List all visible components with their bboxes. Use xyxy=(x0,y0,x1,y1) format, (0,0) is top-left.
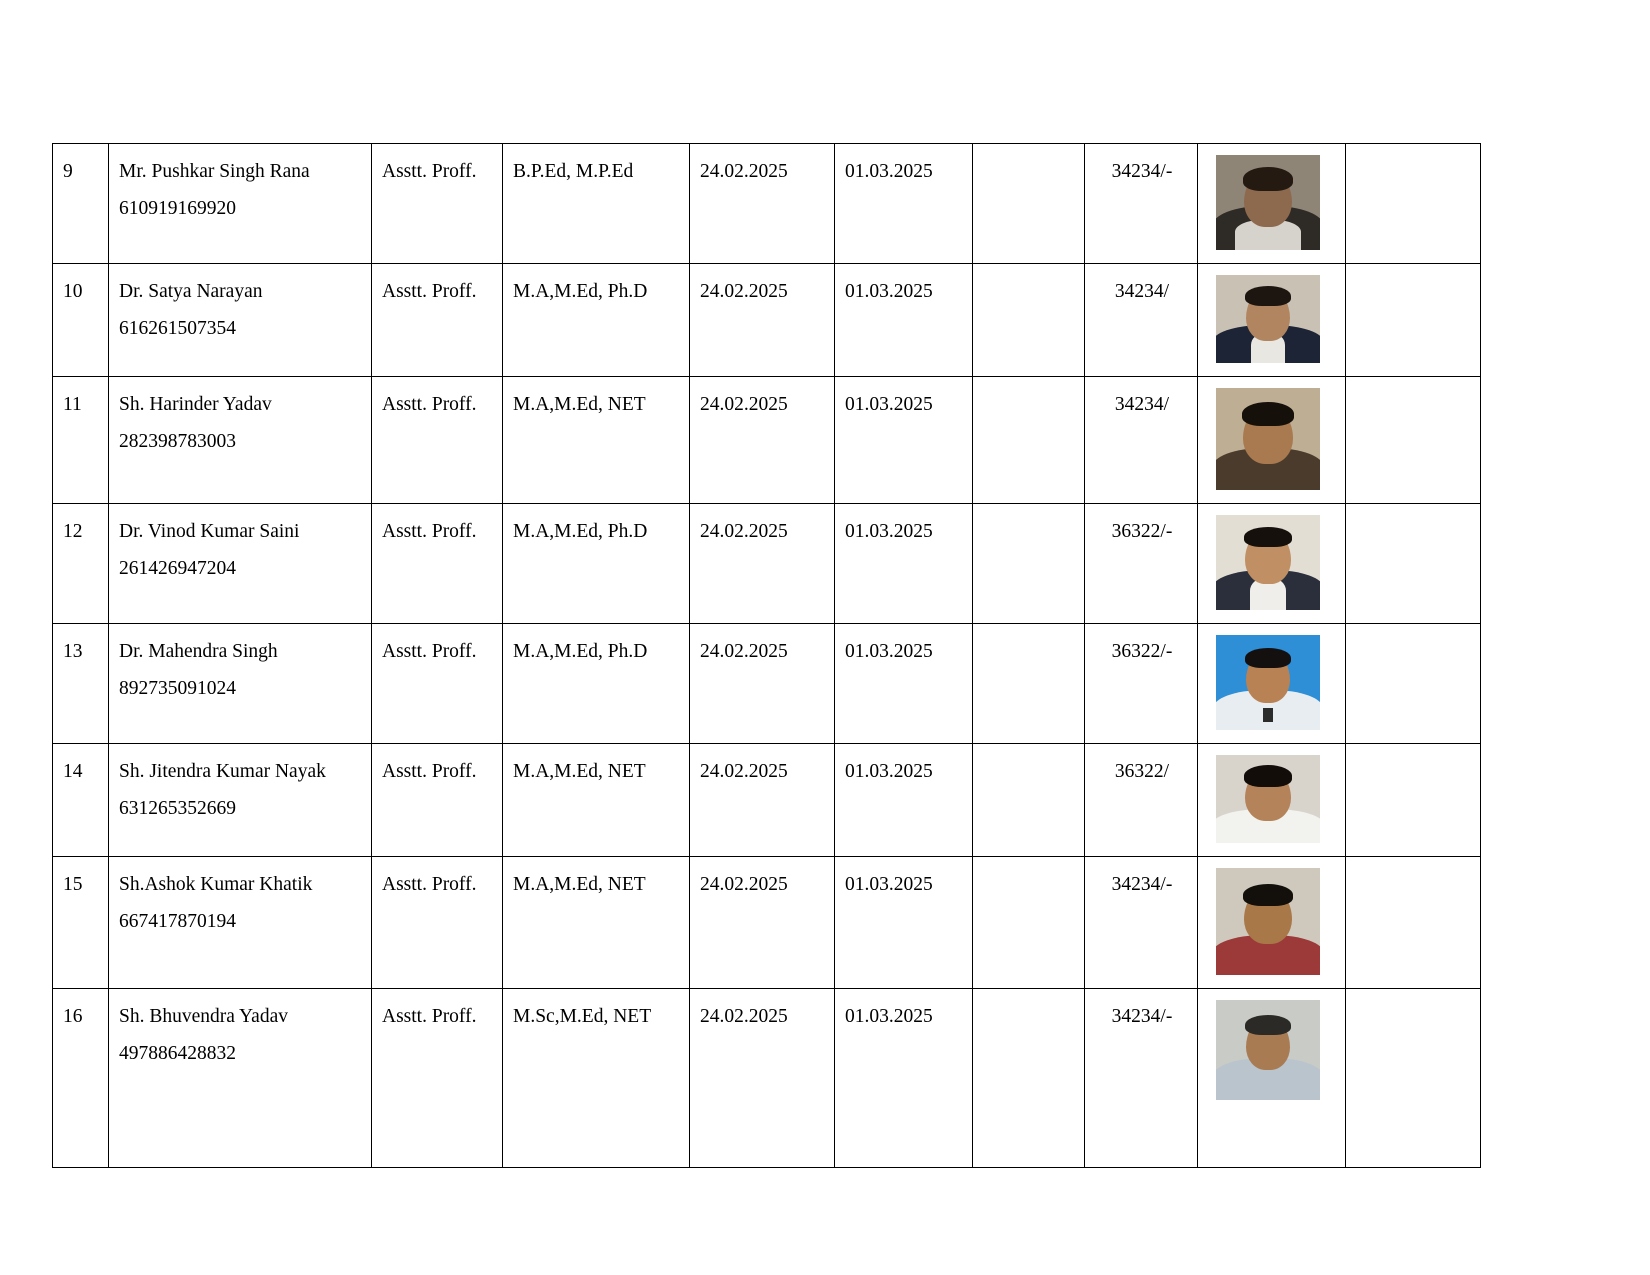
cell-serial-number: 16 xyxy=(53,989,109,1168)
staff-photo-7 xyxy=(1216,1000,1320,1100)
cell-date-two: 01.03.2025 xyxy=(835,989,973,1168)
cell-photo xyxy=(1198,504,1346,624)
cell-photo xyxy=(1198,989,1346,1168)
staff-photo-6 xyxy=(1216,868,1320,975)
staff-name: Dr. Satya Narayan xyxy=(119,281,263,302)
cell-qualification: M.A,M.Ed, NET xyxy=(503,377,690,504)
cell-date-one: 24.02.2025 xyxy=(690,857,835,989)
cell-photo xyxy=(1198,377,1346,504)
table-row xyxy=(53,264,1481,377)
cell-date-one: 24.02.2025 xyxy=(690,989,835,1168)
cell-name-id xyxy=(109,624,372,744)
table-row xyxy=(53,857,1481,989)
cell-date-one: 24.02.2025 xyxy=(690,144,835,264)
cell-salary: 34234/- xyxy=(1085,989,1198,1168)
cell-blank xyxy=(973,624,1085,744)
table-row xyxy=(53,624,1481,744)
cell-designation: Asstt. Proff. xyxy=(372,857,503,989)
cell-last xyxy=(1346,989,1481,1168)
staff-id: 497886428832 xyxy=(119,1043,236,1065)
staff-id: 631265352669 xyxy=(119,798,236,820)
cell-salary: 34234/- xyxy=(1085,144,1198,264)
cell-designation: Asstt. Proff. xyxy=(372,624,503,744)
cell-last xyxy=(1346,744,1481,857)
cell-designation: Asstt. Proff. xyxy=(372,264,503,377)
table-row xyxy=(53,744,1481,857)
staff-photo-3 xyxy=(1216,515,1320,610)
cell-serial-number: 15 xyxy=(53,857,109,989)
cell-qualification: M.A,M.Ed, Ph.D xyxy=(503,624,690,744)
cell-date-two: 01.03.2025 xyxy=(835,744,973,857)
cell-serial-number: 12 xyxy=(53,504,109,624)
cell-last xyxy=(1346,264,1481,377)
cell-serial-number: 14 xyxy=(53,744,109,857)
cell-salary: 36322/- xyxy=(1085,624,1198,744)
cell-serial-number: 10 xyxy=(53,264,109,377)
staff-name: Sh. Harinder Yadav xyxy=(119,394,272,415)
staff-id: 261426947204 xyxy=(119,558,236,580)
staff-photo-4 xyxy=(1216,635,1320,730)
cell-name-id xyxy=(109,989,372,1168)
cell-designation: Asstt. Proff. xyxy=(372,989,503,1168)
cell-designation: Asstt. Proff. xyxy=(372,744,503,857)
cell-date-one: 24.02.2025 xyxy=(690,264,835,377)
cell-last xyxy=(1346,144,1481,264)
cell-date-two: 01.03.2025 xyxy=(835,144,973,264)
cell-qualification: M.A,M.Ed, Ph.D xyxy=(503,264,690,377)
cell-salary: 36322/ xyxy=(1085,744,1198,857)
table-row xyxy=(53,144,1481,264)
staff-name: Sh. Jitendra Kumar Nayak xyxy=(119,761,326,782)
cell-serial-number: 11 xyxy=(53,377,109,504)
cell-salary: 34234/- xyxy=(1085,857,1198,989)
cell-blank xyxy=(973,744,1085,857)
cell-photo xyxy=(1198,624,1346,744)
cell-designation: Asstt. Proff. xyxy=(372,144,503,264)
cell-date-one: 24.02.2025 xyxy=(690,377,835,504)
staff-name: Dr. Mahendra Singh xyxy=(119,641,278,662)
staff-id: 667417870194 xyxy=(119,911,236,933)
cell-name-id xyxy=(109,504,372,624)
staff-id: 610919169920 xyxy=(119,198,236,220)
cell-blank xyxy=(973,504,1085,624)
staff-details-table xyxy=(52,143,1481,1168)
cell-designation: Asstt. Proff. xyxy=(372,504,503,624)
cell-date-two: 01.03.2025 xyxy=(835,264,973,377)
cell-salary: 34234/ xyxy=(1085,264,1198,377)
cell-last xyxy=(1346,377,1481,504)
staff-photo-2 xyxy=(1216,388,1320,490)
cell-qualification: M.A,M.Ed, NET xyxy=(503,857,690,989)
staff-name: Mr. Pushkar Singh Rana xyxy=(119,161,310,182)
staff-photo-5 xyxy=(1216,755,1320,843)
cell-date-two: 01.03.2025 xyxy=(835,857,973,989)
cell-name-id xyxy=(109,857,372,989)
cell-qualification: B.P.Ed, M.P.Ed xyxy=(503,144,690,264)
cell-name-id xyxy=(109,144,372,264)
cell-designation: Asstt. Proff. xyxy=(372,377,503,504)
cell-date-one: 24.02.2025 xyxy=(690,624,835,744)
staff-table-container xyxy=(52,143,1480,1168)
cell-last xyxy=(1346,504,1481,624)
cell-date-two: 01.03.2025 xyxy=(835,504,973,624)
cell-last xyxy=(1346,624,1481,744)
table-row xyxy=(53,377,1481,504)
cell-name-id xyxy=(109,377,372,504)
cell-blank xyxy=(973,377,1085,504)
staff-photo-0 xyxy=(1216,155,1320,250)
cell-qualification: M.Sc,M.Ed, NET xyxy=(503,989,690,1168)
staff-id: 282398783003 xyxy=(119,431,236,453)
cell-blank xyxy=(973,264,1085,377)
cell-blank xyxy=(973,144,1085,264)
cell-photo xyxy=(1198,264,1346,377)
cell-last xyxy=(1346,857,1481,989)
cell-qualification: M.A,M.Ed, Ph.D xyxy=(503,504,690,624)
staff-id: 616261507354 xyxy=(119,318,236,340)
table-row xyxy=(53,989,1481,1168)
staff-photo-1 xyxy=(1216,275,1320,363)
cell-date-one: 24.02.2025 xyxy=(690,744,835,857)
cell-photo xyxy=(1198,744,1346,857)
cell-name-id xyxy=(109,744,372,857)
staff-id: 892735091024 xyxy=(119,678,236,700)
staff-table-body xyxy=(53,144,1481,1168)
cell-qualification: M.A,M.Ed, NET xyxy=(503,744,690,857)
cell-serial-number: 9 xyxy=(53,144,109,264)
cell-date-one: 24.02.2025 xyxy=(690,504,835,624)
cell-salary: 36322/- xyxy=(1085,504,1198,624)
cell-date-two: 01.03.2025 xyxy=(835,377,973,504)
staff-name: Dr. Vinod Kumar Saini xyxy=(119,521,300,542)
cell-name-id xyxy=(109,264,372,377)
cell-serial-number: 13 xyxy=(53,624,109,744)
cell-date-two: 01.03.2025 xyxy=(835,624,973,744)
cell-blank xyxy=(973,857,1085,989)
cell-blank xyxy=(973,989,1085,1168)
cell-photo xyxy=(1198,857,1346,989)
cell-photo xyxy=(1198,144,1346,264)
cell-salary: 34234/ xyxy=(1085,377,1198,504)
staff-name: Sh.Ashok Kumar Khatik xyxy=(119,874,313,895)
table-row xyxy=(53,504,1481,624)
staff-name: Sh. Bhuvendra Yadav xyxy=(119,1006,288,1027)
